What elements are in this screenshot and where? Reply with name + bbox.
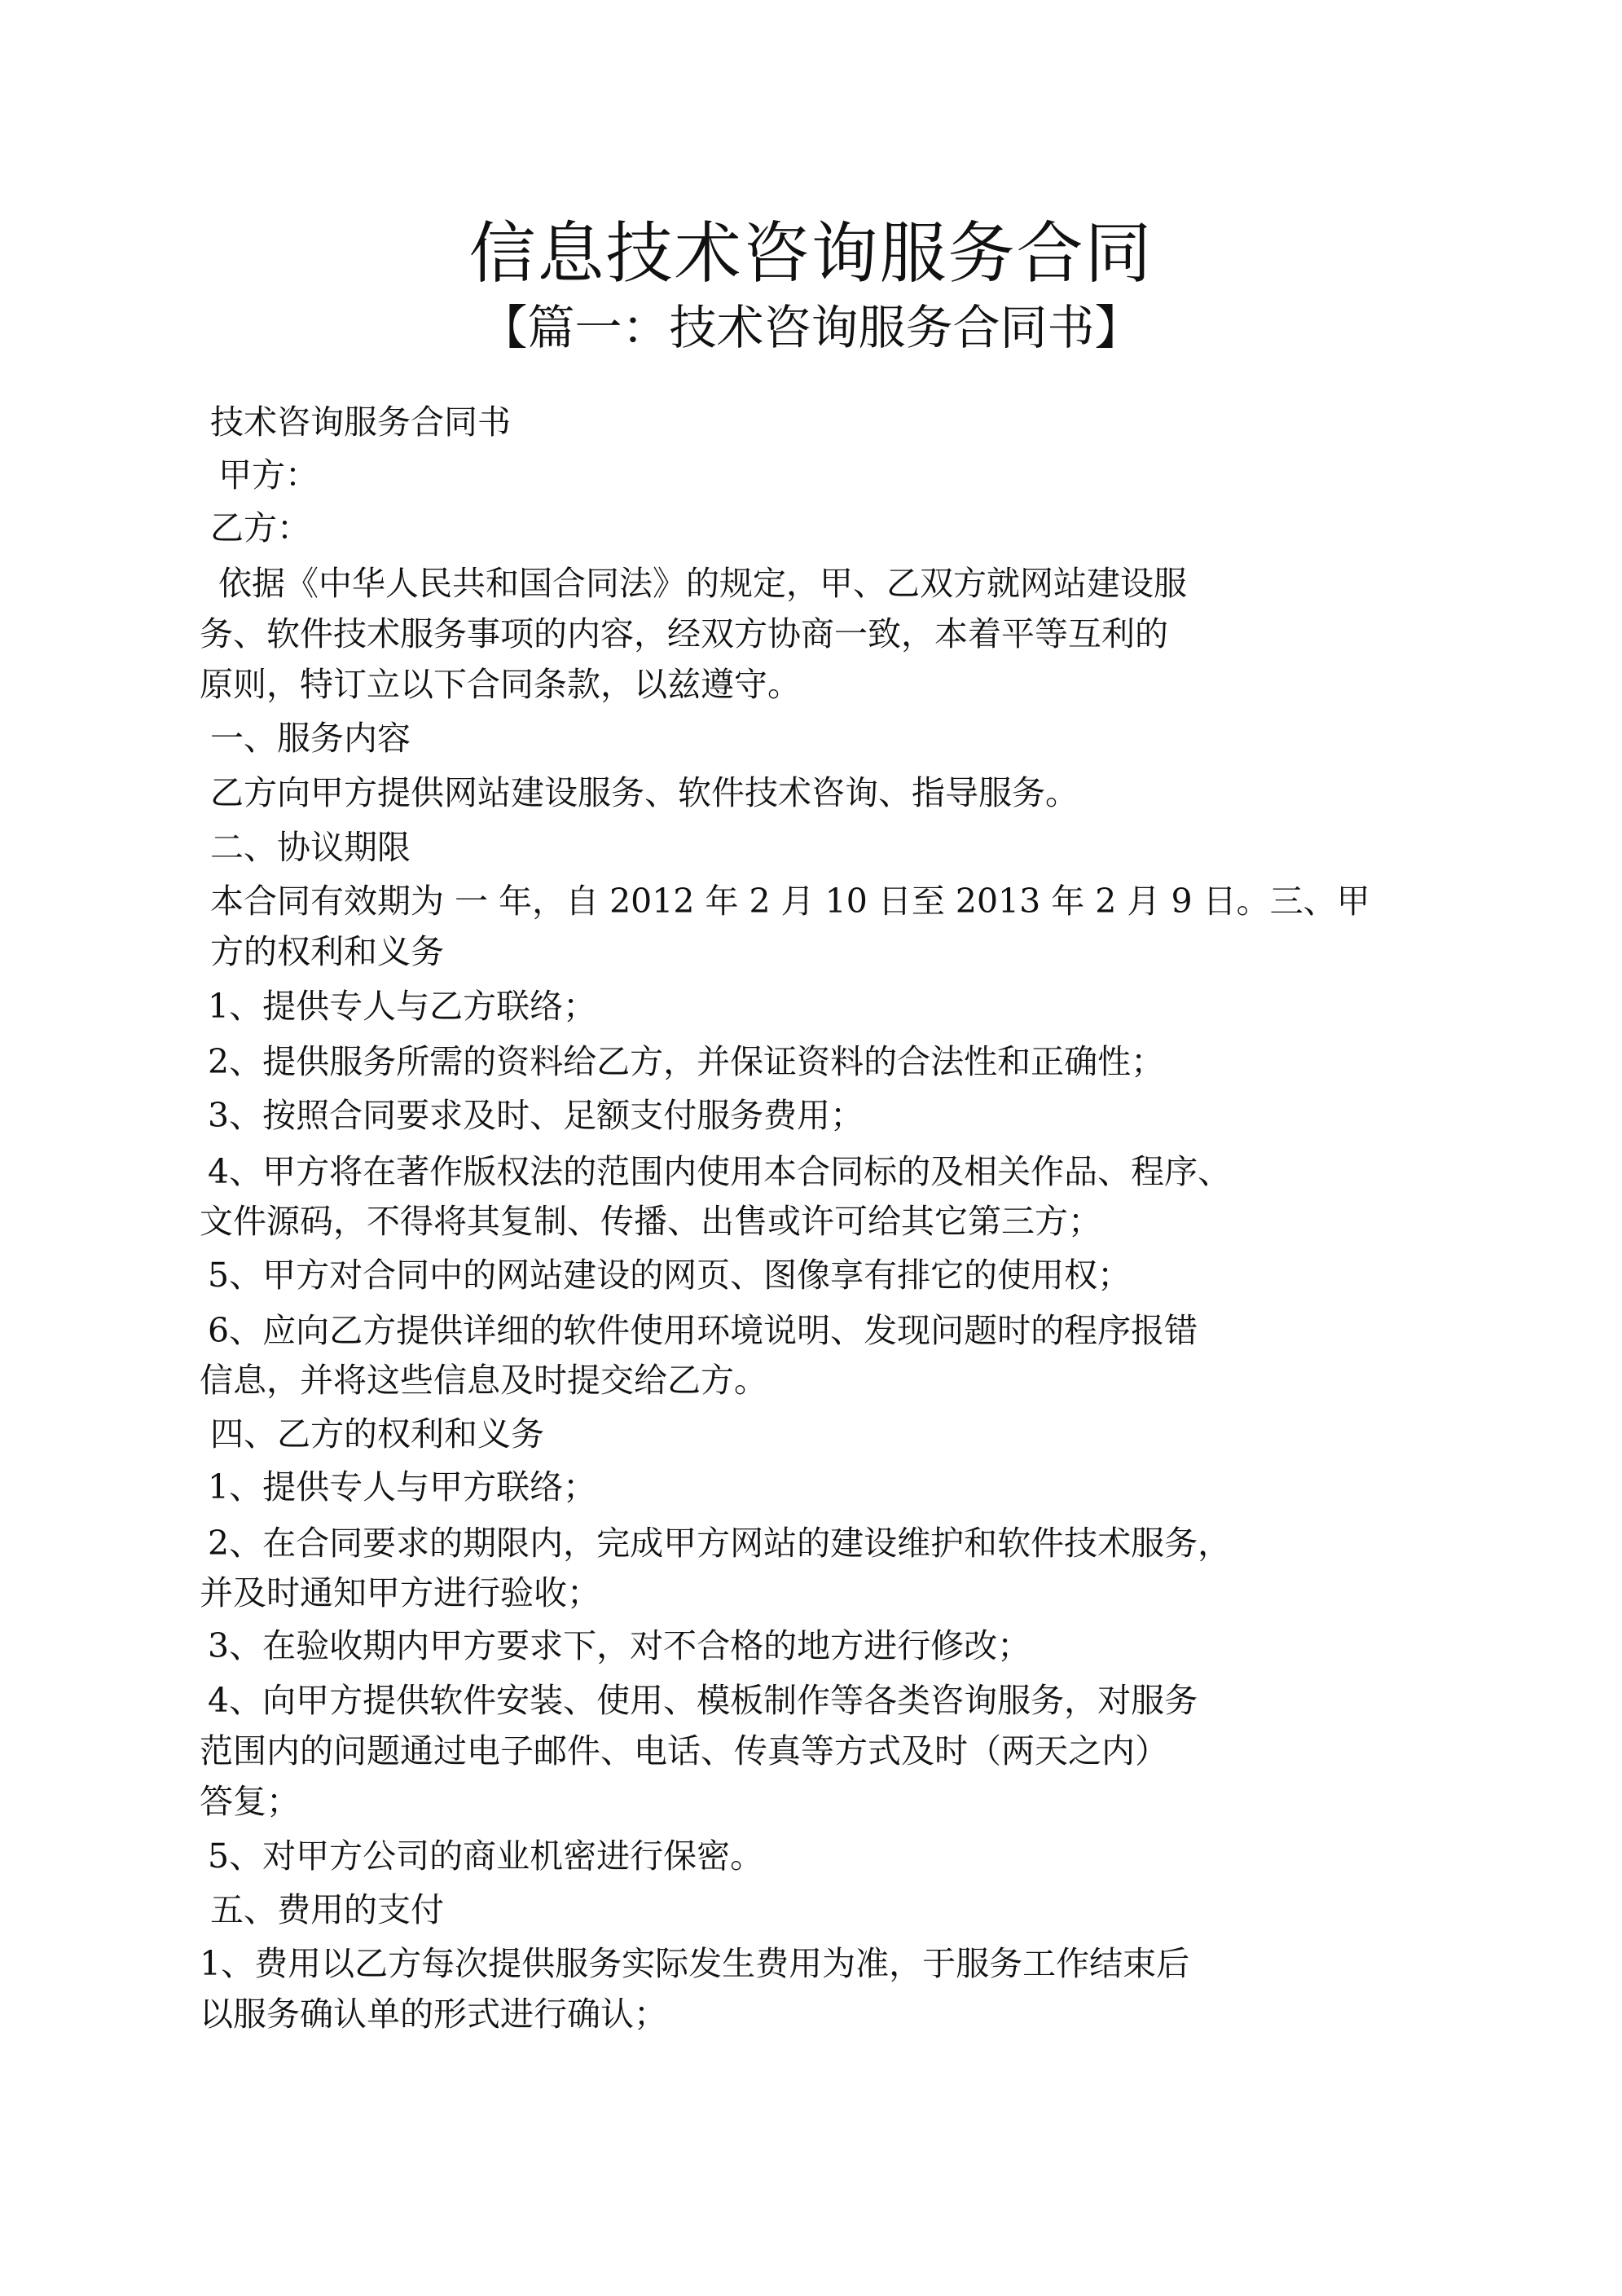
list-item: 6、应向乙方提供详细的软件使用环境说明、发现问题时的程序报错 [208,1311,1198,1350]
list-item-continued: 范围内的问题通过电子邮件、电话、传真等方式及时（两天之内） [200,1731,1168,1770]
list-item-continued: 以服务确认单的形式进行确认； [200,1995,667,2034]
list-item: 5、对甲方公司的商业机密进行保密。 [208,1836,764,1876]
list-item: 3、在验收期内甲方要求下，对不合格的地方进行修改； [208,1626,1031,1665]
document-subtitle: 【篇一：技术咨询服务合同书】 [480,300,1142,355]
section-heading: 技术咨询服务合同书 [210,402,511,442]
list-item-continued: 并及时通知甲方进行验收； [200,1573,600,1612]
clause-heading: 五、费用的支付 [210,1890,444,1929]
body-line: 乙方向甲方提供网站建设服务、软件技术咨询、指导服务。 [210,773,1079,812]
list-item: 3、按照合同要求及时、足额支付服务费用； [208,1096,864,1135]
party-a-label: 甲方： [218,455,319,495]
list-item: 4、向甲方提供软件安装、使用、模板制作等各类咨询服务，对服务 [208,1681,1198,1720]
body-line: 依据《中华人民共和国合同法》的规定，甲、乙双方就网站建设服 [218,564,1187,603]
list-item-continued: 文件源码，不得将其复制、传播、出售或许可给其它第三方； [200,1202,1101,1241]
list-item-continued: 信息，并将这些信息及时提交给乙方。 [200,1361,767,1400]
list-item: 1、提供专人与乙方联络； [208,987,597,1026]
list-item: 4、甲方将在著作版权法的范围内使用本合同标的及相关作品、程序、 [208,1152,1232,1191]
body-line: 本合同有效期为 一 年，自 2012 年 2 月 10 日至 2013 年 2 月 9 日。三、甲 [210,882,1370,921]
list-item-continued: 答复； [200,1782,300,1821]
list-item: 2、在合同要求的期限内，完成甲方网站的建设维护和软件技术服务， [208,1524,1232,1563]
list-item: 1、费用以乙方每次提供服务实际发生费用为准，于服务工作结束后 [200,1944,1190,1983]
document-title: 信息技术咨询服务合同 [468,215,1154,292]
party-b-label: 乙方： [210,508,310,548]
list-item: 1、提供专人与甲方联络； [208,1467,597,1506]
clause-heading: 一、服务内容 [210,719,411,758]
body-line: 方的权利和义务 [210,932,444,971]
body-line: 原则，特订立以下合同条款，以兹遵守。 [200,665,801,704]
list-item: 5、甲方对合同中的网站建设的网页、图像享有排它的使用权； [208,1256,1132,1295]
list-item: 2、提供服务所需的资料给乙方，并保证资料的合法性和正确性； [208,1042,1165,1081]
body-line: 务、软件技术服务事项的内容，经双方协商一致，本着平等互利的 [200,614,1168,653]
clause-heading: 四、乙方的权利和义务 [210,1414,544,1454]
clause-heading: 二、协议期限 [210,828,411,867]
